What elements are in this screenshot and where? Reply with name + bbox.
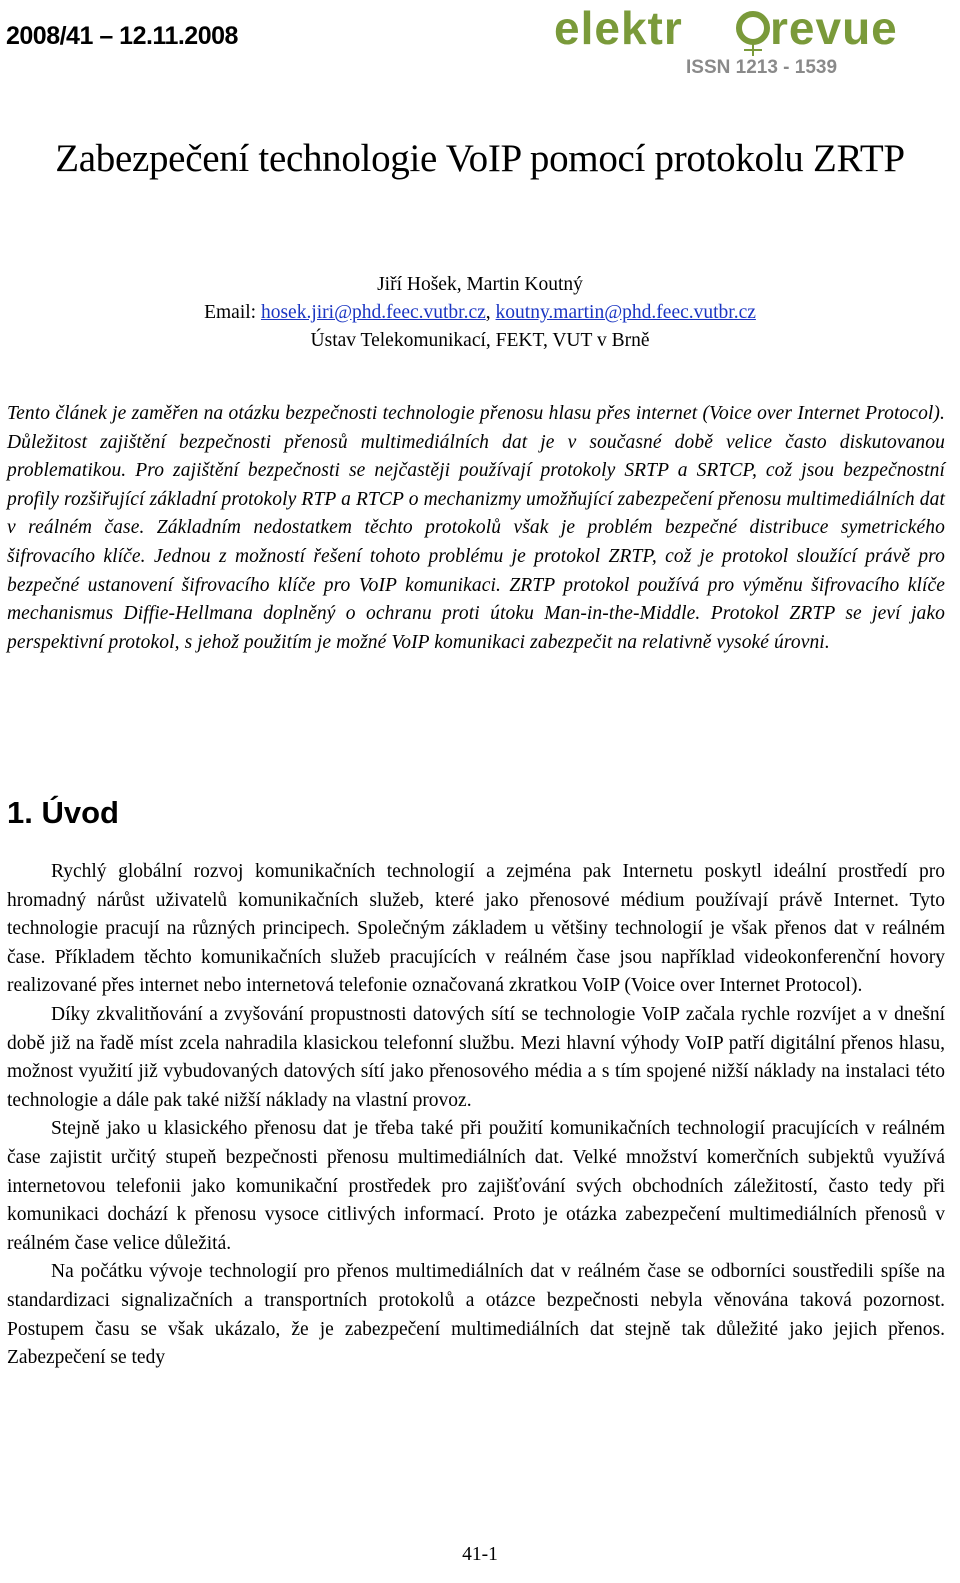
section-heading: 1. Úvod — [7, 795, 119, 830]
email-line — [0, 299, 960, 327]
email-label: Email: — [204, 302, 261, 323]
section-body — [7, 858, 945, 1373]
affiliation: Ústav Telekomunikací, FEKT, VUT v Brně — [310, 330, 650, 351]
email-link-koutny[interactable]: koutny.martin@phd.feec.vutbr.cz — [495, 302, 756, 323]
paragraph: Stejně jako u klasického přenosu dat je třeba také při použití komunikačních technologií pracujících v reálném čase zajistit určitý stupeň bezpečnosti přenosu multimediálních dat. Velké množství komerčních subjektů využívá internetovou telefonii jako komunikační prostředek pro zajišťování svých obchodních záležitostí, často tedy při komunikaci dochází k přenosu vysoce citlivých informací. Proto je otázka zabezpečení multimediálních přenosů v reálném čase velice důležitá. — [7, 1118, 945, 1254]
email-link-hosek[interactable]: hosek.jiri@phd.feec.vutbr.cz — [260, 302, 486, 323]
article-title: Zabezpečení technologie VoIP pomocí protokolu ZRTP — [55, 137, 905, 180]
email-separator: , — [485, 302, 496, 323]
author-block — [0, 271, 960, 355]
author-names: Jiří Hošek, Martin Koutný — [377, 274, 583, 295]
paragraph: Na počátku vývoje technologií pro přenos multimediálních dat v reálném čase se odborníci soustředili spíše na standardizaci signalizačních a transportních protokolů a otázce bezpečnosti nebyla věnována taková pozornost. Postupem času se však ukázalo, že je zabezpečení multimediálních dat stejně tak důležité jako jejich přenos. Zabezpečení se tedy — [7, 1261, 945, 1369]
paragraph: Rychlý globální rozvoj komunikačních technologií a zejména pak Internetu poskytl ideální prostředí pro hromadný nárůst uživatelů komunikačních služeb, které jako přenosové médium používají právě Internet. Tyto technologie pracují na různých principech. Společným základem u většiny technologií je však přenos dat v reálném čase. Příkladem těchto komunikačních služeb pracujících v reálném čase jsou například videokonferenční hovory realizované přes internet nebo internetová telefonie označovaná zkratkou VoIP (Voice over Internet Protocol). — [7, 861, 945, 997]
page-number: 41-1 — [462, 1544, 498, 1565]
paragraph: Díky zkvalitňování a zvyšování propustnosti datových sítí se technologie VoIP začala rychle rozvíjet a v dnešní době již na řadě míst zcela nahradila klasickou telefonní službu. Mezi hlavní výhody VoIP patří digitální přenos hlasu, možnost využití již vybudovaných datových sítí jako přenosového média a s tím spojené nižší náklady na instalaci této technologie a dále pak také nižší náklady na vlastní provoz. — [7, 1003, 945, 1111]
svg-text:elektr: elektr — [554, 4, 683, 54]
svg-text:revue: revue — [770, 4, 898, 54]
elektrorevue-logo — [552, 4, 922, 78]
page-header — [0, 0, 960, 90]
issue-date: 2008/41 – 12.11.2008 — [6, 22, 238, 50]
abstract: Tento článek je zaměřen na otázku bezpečnosti technologie přenosu hlasu přes internet (Voice over Internet Protocol). Důležitost zajištění bezpečnosti přenosů multimediálních dat je v současné době velice často diskutovanou problematikou. Pro zajištění bezpečnosti se nejčastěji používají protokoly SRTP a SRTCP, což jsou bezpečnostní profily rozšiřující základní protokoly RTP a RTCP o mechanizmy umožňující zabezpečení přenosu multimediálních dat v reálném čase. Základním nedostatkem těchto protokolů však je problém bezpečné distribuce symetrického šifrovacího klíče. Jednou z možností řešení tohoto problému je protokol ZRTP, což je protokol sloužící právě pro bezpečné ustanovení šifrovacího klíče pro VoIP komunikaci. ZRTP protokol používá pro výměnu šifrovacího klíče mechanismus Diffie-Hellmana doplněný o ochranu proti útoku Man-in-the-Middle. Protokol ZRTP se jeví jako perspektivní protokol, s jehož použitím je možné VoIP komunikaci zabezpečit na relativně vysoké úrovni. — [7, 403, 945, 653]
issn-text: ISSN 1213 - 1539 — [686, 57, 838, 78]
